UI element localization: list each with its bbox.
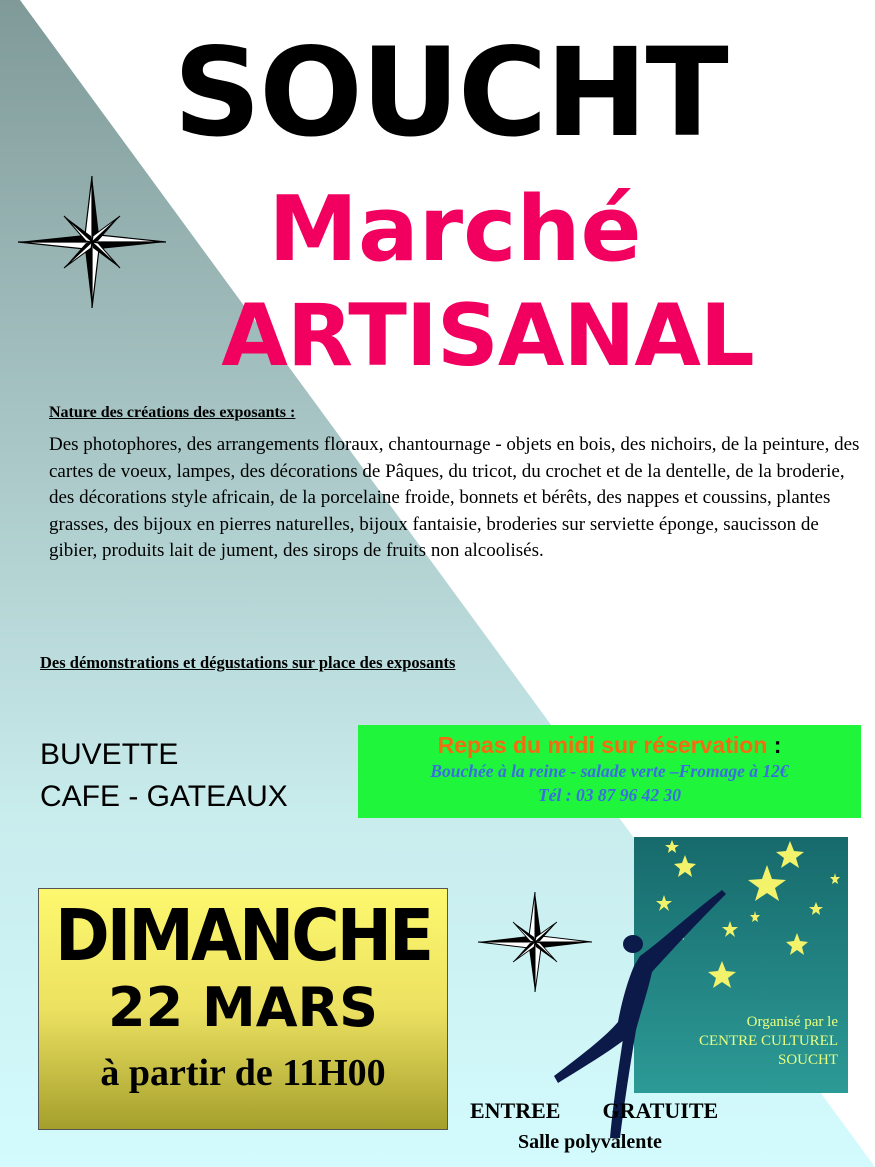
- date-day: DIMANCHE: [54, 893, 432, 978]
- gratuite-word: GRATUITE: [602, 1098, 719, 1123]
- repas-title-text: Repas du midi sur réservation: [437, 732, 768, 758]
- repas-title-colon: :: [767, 732, 782, 758]
- organizer-line: Organisé par le: [746, 1014, 838, 1030]
- buvette-line: BUVETTE: [40, 738, 179, 771]
- repas-title: [358, 731, 861, 759]
- poster-title: SOUCHT: [173, 22, 727, 164]
- organizer-name: CENTRE CULTUREL: [698, 1033, 838, 1049]
- nature-text: Des photophores, des arrangements floraux, chantournage - objets en bois, des nichoirs, de la peinture, des cartes de voeux, lampes, des décorations de Pâques, du tricot, du crochet et de la dentelle, de la broderie, des décorations style africain, de la porcelaine froide, bonnets et bérêts, des nappes et coussins, plantes grasses, des bijoux en pierres naturelles, bijoux fantaisie, broderies sur serviette éponge, saucisson de gibier, produits lait de jument, des sirops de fruits non alcoolisés.: [49, 434, 860, 561]
- entree-gratuite: [470, 1098, 718, 1124]
- organizer-text: [645, 1013, 838, 1070]
- repas-menu: Bouchée à la reine - salade verte –Fromage à 12€: [430, 761, 789, 781]
- poster-subtitle-marche: Marché: [268, 177, 642, 282]
- cafe-gateaux-line: CAFE - GATEAUX: [40, 780, 288, 813]
- repas-box: [358, 725, 861, 818]
- entree-word: ENTREE: [470, 1098, 561, 1123]
- organizer-town: SOUCHT: [777, 1052, 838, 1068]
- date-time: à partir de 11H00: [100, 1052, 386, 1094]
- venue: Salle polyvalente: [518, 1131, 662, 1153]
- buvette-block: [40, 734, 288, 818]
- compass-rose-icon: [18, 176, 166, 308]
- demonstrations-line: Des démonstrations et dégustations sur place des exposants: [40, 653, 456, 672]
- repas-phone: Tél : 03 87 96 42 30: [538, 785, 681, 805]
- poster-subtitle-artisanal: ARTISANAL: [221, 286, 754, 386]
- date-date: 22 MARS: [108, 976, 378, 1039]
- nature-heading: Nature des créations des exposants :: [49, 404, 296, 421]
- date-box: [38, 888, 448, 1130]
- compass-rose-icon: [478, 892, 592, 992]
